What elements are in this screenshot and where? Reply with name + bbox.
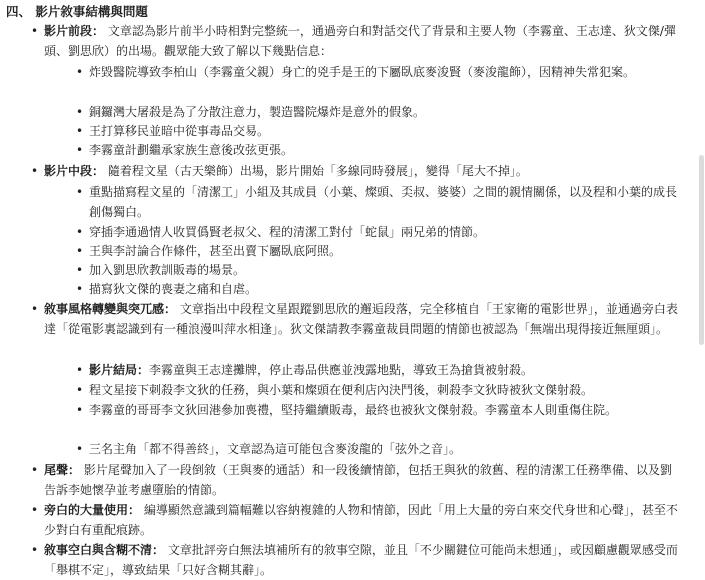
bullet: • bbox=[31, 503, 39, 517]
vertical-scrollbar[interactable] bbox=[699, 155, 704, 345]
list-item bbox=[31, 460, 679, 500]
item-label: 敘事空白與含糊不清： bbox=[44, 543, 165, 557]
bullet: • bbox=[76, 225, 84, 239]
bullet: • bbox=[76, 65, 84, 79]
item-text: 文章認為影片前半小時相對完整統一，通過旁白和對話交代了背景和主要人物（李霧童、王志達、狄文傑/彈頭、劉思欣）的出場。觀眾能大致了解以下幾點信息： bbox=[44, 24, 676, 58]
bullet: • bbox=[31, 543, 39, 557]
list-item bbox=[31, 500, 679, 540]
bullet: • bbox=[76, 244, 84, 258]
list-item bbox=[76, 279, 679, 299]
item-text: 穿插李通過情人收買僞賢老叔父、程的清潔工對付「蛇鼠」兩兄弟的情節。 bbox=[89, 225, 486, 239]
bullet: • bbox=[31, 302, 39, 316]
item-label: 尾聲： bbox=[44, 463, 81, 477]
item-text: 李霧童的哥哥李文狄回港參加喪禮，堅持繼續販毒，最終也被狄文傑射殺。李霧童本人則重傷住院。 bbox=[89, 403, 618, 417]
item-text: 文章指出中段程文星跟蹤劉思欣的邂逅段落，完全移植自「王家衛的電影世界」，並通過旁白表達「從電影裏認識到有一種浪漫叫萍水相逢」。狄文傑請教李霧童裁員問題的情節也被認為「無端出現得接近無厘頭」。 bbox=[44, 302, 678, 336]
list-item bbox=[76, 439, 679, 459]
item-text: 文章批評旁白無法填補所有的敘事空隙，並且「不少關鍵位可能尚未想通」，或因顧慮觀眾感受而「舉棋不定」，導致結果「只好含糊其辭」。 bbox=[44, 543, 678, 577]
list-item bbox=[31, 299, 679, 339]
bullet: • bbox=[76, 263, 84, 277]
list-item bbox=[76, 400, 679, 420]
bullet: • bbox=[31, 24, 39, 38]
bullet: • bbox=[76, 143, 84, 157]
list-item bbox=[31, 540, 679, 580]
item-text: 三名主角「都不得善終」，文章認為這可能包含麥浚龍的「弦外之音」。 bbox=[89, 442, 462, 456]
bullet: • bbox=[76, 282, 84, 296]
item-text: 銅鑼灣大屠殺是為了分散注意力，製造醫院爆炸是意外的假象。 bbox=[89, 105, 426, 119]
bullet: • bbox=[76, 442, 84, 456]
item-text: 影片尾聲加入了一段倒敘（王與麥的通話）和一段後續情節，包括王與狄的敘舊、程的清潔工任務準備、以及劉告訴李她懷孕並考慮墮胎的情節。 bbox=[44, 463, 672, 497]
list-item bbox=[76, 222, 679, 242]
item-text: 隨着程文星（古天樂飾）出場，影片開始「多線同時發展」，變得「尾大不掉」。 bbox=[104, 164, 528, 178]
list-item bbox=[76, 260, 679, 280]
list-item bbox=[76, 140, 679, 160]
item-text: 程文星接下刺殺李文狄的任務，與小葉和燦頭在便利店內決鬥後，刺殺李文狄時被狄文傑射殺。 bbox=[89, 383, 594, 397]
list-item bbox=[76, 182, 679, 222]
item-text: 加入劉思欣教訓販毒的場景。 bbox=[89, 263, 246, 277]
item-label: 敘事風格轉變與突兀感： bbox=[44, 302, 177, 316]
list-item bbox=[31, 21, 679, 61]
item-label: 影片中段： bbox=[44, 164, 105, 178]
section-heading: 四、 影片敘事結構與問題 bbox=[6, 4, 148, 19]
list-item bbox=[76, 121, 679, 141]
list-item bbox=[76, 102, 679, 122]
list-item bbox=[31, 161, 679, 181]
item-label: 影片前段： bbox=[44, 24, 105, 38]
list-item bbox=[76, 62, 679, 82]
item-text: 李霧童與王志達攤牌，停止毒品供應並洩露地點，導致王為搶貨被射殺。 bbox=[149, 363, 534, 377]
item-text: 王打算移民並暗中從事毒品交易。 bbox=[89, 124, 270, 138]
item-text: 炸毀醫院導致李柏山（李霧童父親）身亡的兇手是王的下屬臥底麥浚賢（麥浚龍飾），因精神失常犯案。 bbox=[89, 65, 636, 79]
item-text: 描寫狄文傑的喪妻之痛和自虐。 bbox=[89, 282, 258, 296]
item-label: 影片結局： bbox=[89, 363, 150, 377]
bullet: • bbox=[76, 105, 84, 119]
bullet: • bbox=[76, 124, 84, 138]
item-text: 重點描寫程文星的「清潔工」小組及其成員（小葉、燦頭、奀叔、婆婆）之間的親情關係，以及程和小葉的成長創傷獨白。 bbox=[89, 185, 678, 219]
list-item bbox=[76, 241, 679, 261]
item-text: 李霧童計劃繼承家族生意後改弦更張。 bbox=[89, 143, 294, 157]
bullet: • bbox=[76, 403, 84, 417]
item-text: 王與李討論合作條件，甚至出賣下屬臥底阿照。 bbox=[89, 244, 342, 258]
bullet: • bbox=[76, 363, 84, 377]
bullet: • bbox=[76, 383, 84, 397]
bullet: • bbox=[31, 463, 39, 477]
list-item bbox=[76, 360, 679, 380]
list-item bbox=[76, 380, 679, 400]
item-label: 旁白的大量使用： bbox=[44, 503, 141, 517]
bullet: • bbox=[76, 185, 84, 199]
item-text: 編導顯然意識到篇幅難以容納複雜的人物和情節，因此「用上大量的旁白來交代身世和心聲」，甚至不少對白有重配痕跡。 bbox=[44, 503, 678, 537]
bullet: • bbox=[31, 164, 39, 178]
